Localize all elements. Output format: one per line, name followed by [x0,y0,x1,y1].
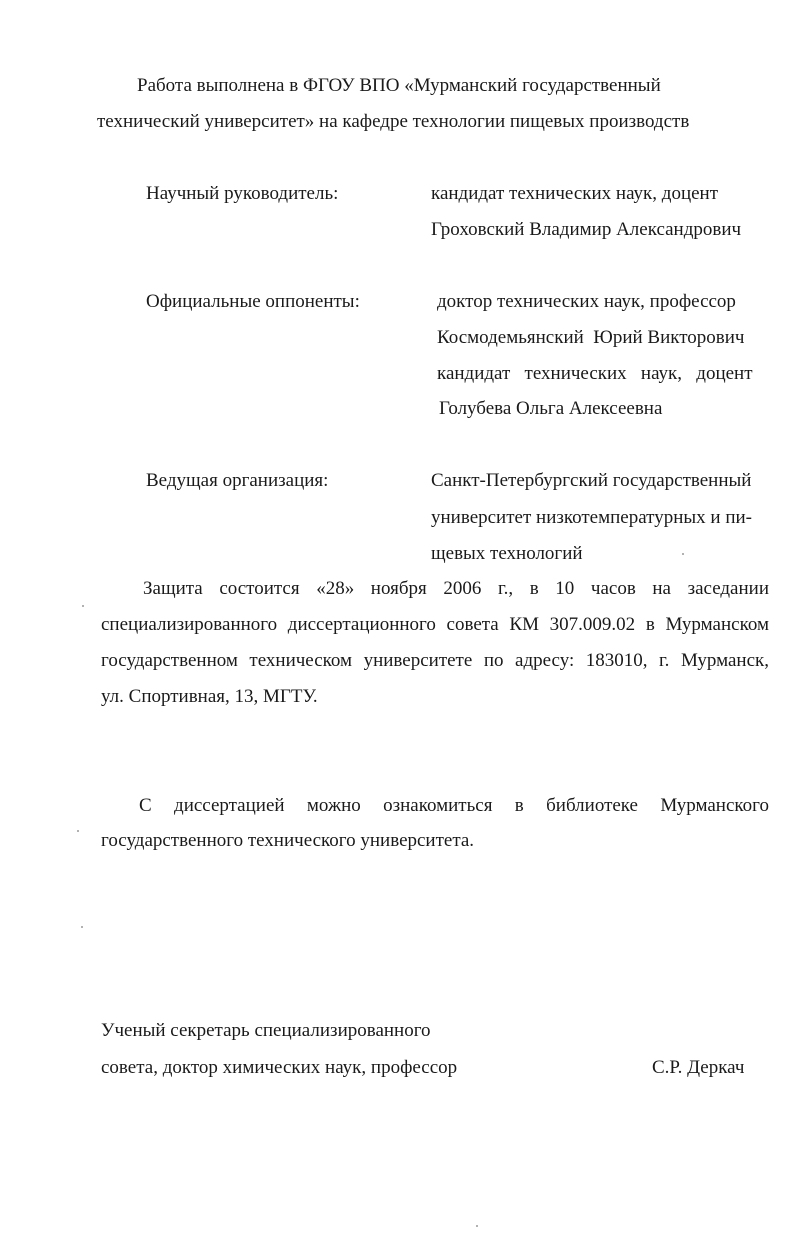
scan-speck [82,605,84,607]
secretary-line-1: Ученый секретарь специализированного [101,1020,431,1041]
scan-speck [476,1225,478,1227]
library-line-1: С диссертацией можно ознакомиться в библиотеке Мурманского [139,795,769,816]
lead-org-label: Ведущая организация: [146,470,329,491]
secretary-line-2: совета, доктор химических наук, профессор [101,1057,458,1078]
scan-speck [682,553,684,555]
scan-speck [77,830,79,832]
header-line-2: технический университет» на кафедре технологии пищевых производств [97,111,690,132]
opponent-1-name: Космодемьянский Юрий Викторович [437,327,745,348]
header-line-1: Работа выполнена в ФГОУ ВПО «Мурманский государственный [137,75,661,96]
defense-line-2: специализированного диссертационного совета КМ 307.009.02 в Мурманском [101,614,769,635]
defense-line-3: государственном техническом университете по адресу: 183010, г. Мурманск, [101,650,769,671]
supervisor-title: кандидат технических наук, доцент [431,183,719,204]
library-line-2: государственного технического университета. [101,830,475,851]
opponents-label: Официальные оппоненты: [146,291,360,312]
lead-org-line-1: Санкт-Петербургский государственный [431,470,752,491]
defense-line-1: Защита состоится «28» ноября 2006 г., в 10 часов на заседании [143,578,769,599]
lead-org-line-3: щевых технологий [431,543,583,564]
secretary-name: С.Р. Деркач [652,1057,745,1078]
supervisor-name: Гроховский Владимир Александрович [431,219,742,240]
opponent-2-name: Голубева Ольга Алексеевна [439,398,663,419]
defense-line-4: ул. Спортивная, 13, МГТУ. [101,686,318,707]
lead-org-line-2: университет низкотемпературных и пи- [431,507,752,528]
scan-speck [81,926,83,928]
supervisor-label: Научный руководитель: [146,183,339,204]
opponent-2-title: кандидат технических наук, доцент [437,363,753,384]
opponent-1-title: доктор технических наук, профессор [437,291,736,312]
